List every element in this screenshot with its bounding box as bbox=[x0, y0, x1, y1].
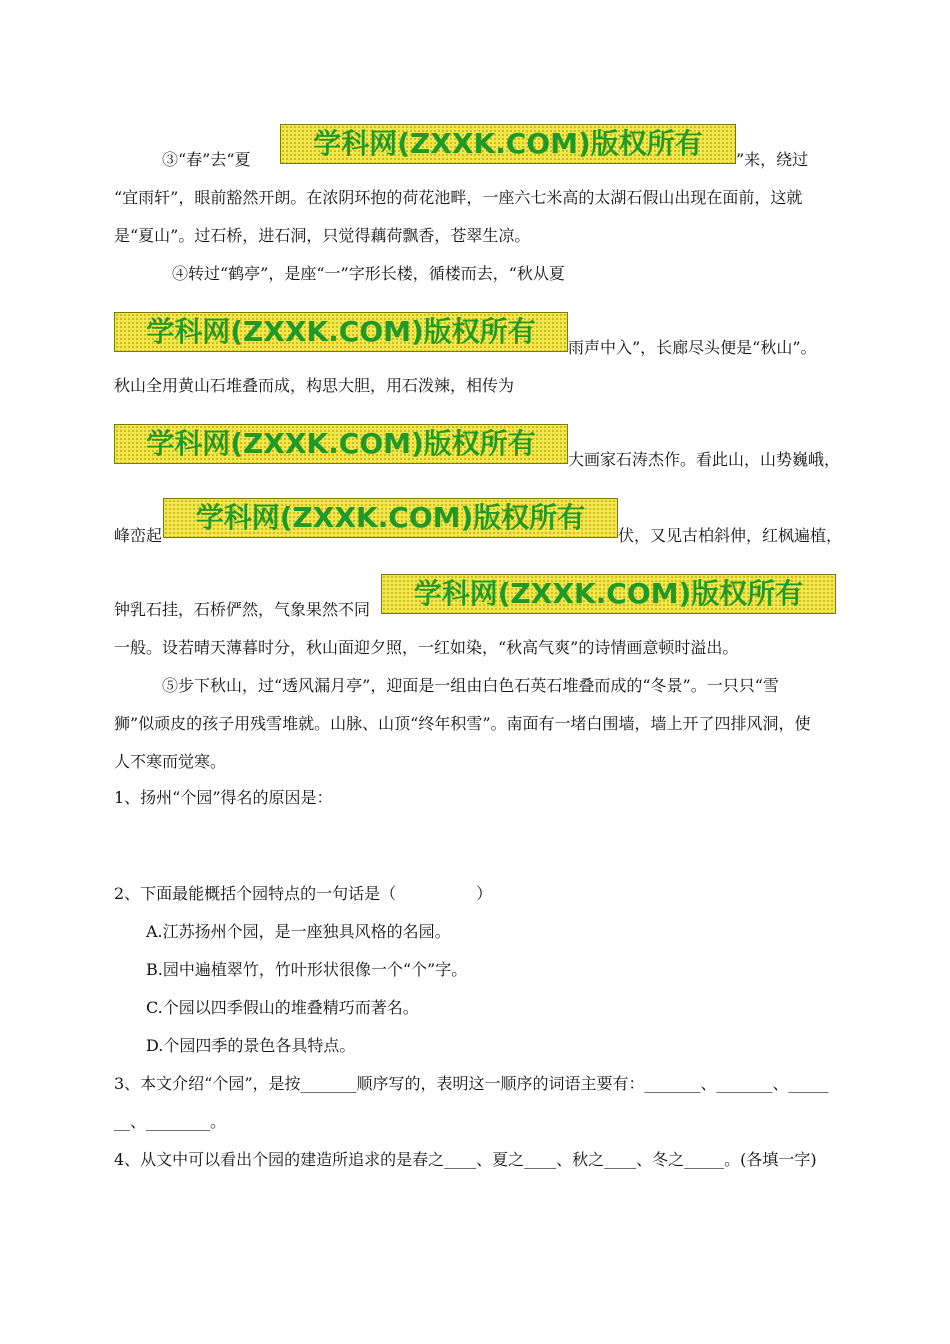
p5-line2: 狮”似顽皮的孩子用残雪堆就。山脉、山顶“终年积雪”。南面有一堵白围墙，墙上开了四排风洞，使 bbox=[114, 714, 811, 733]
p3-line1a: ③“春”去“夏 bbox=[162, 150, 251, 169]
p4-line4: 大画家石涛杰作。看此山，山势巍峨， bbox=[568, 450, 841, 469]
question-3-line1: 3、本文介绍“个园”，是按_______顺序写的，表明这一顺序的词语主要有：_______、_______、_____ bbox=[114, 1074, 829, 1093]
p3-line3: 是“夏山”。过石桥，进石洞，只觉得藕荷飘香，苍翠生凉。 bbox=[114, 226, 531, 245]
p3-line1b: ”来，绕过 bbox=[736, 150, 809, 169]
p5-line3: 人不寒而觉寒。 bbox=[114, 752, 227, 771]
option-d: D.个园四季的景色各具特点。 bbox=[146, 1036, 356, 1055]
p4-line5a: 峰峦起 bbox=[114, 526, 163, 545]
p4-line6: 钟乳石挂，石桥俨然，气象果然不同 bbox=[114, 600, 371, 619]
p4-line1: ④转过“鹤亭”，是座“一”字形长楼，循楼而去，“秋从夏 bbox=[172, 264, 565, 283]
p4-line3: 秋山全用黄山石堆叠而成，构思大胆，用石泼辣，相传为 bbox=[114, 376, 515, 395]
question-1: 1、扬州“个园”得名的原因是： bbox=[114, 788, 333, 807]
watermark-banner: 学科网(ZXXK.COM)版权所有 bbox=[280, 124, 736, 164]
p5-line1: ⑤步下秋山，过“透风漏月亭”，迎面是一组由白色石英石堆叠而成的“冬景”。一只只“雪 bbox=[162, 676, 779, 695]
p4-line7: 一般。设若晴天薄暮时分，秋山面迎夕照，一红如染，“秋高气爽”的诗情画意顿时溢出。 bbox=[114, 638, 739, 657]
p3-line2: “宜雨轩”，眼前豁然开朗。在浓阴环抱的荷花池畔，一座六七米高的太湖石假山出现在面前，这就 bbox=[114, 188, 803, 207]
p4-line2: 雨声中入”，长廊尽头便是“秋山”。 bbox=[568, 338, 817, 357]
p4-line5b: 伏，又见古柏斜伸，红枫遍植， bbox=[618, 526, 843, 545]
watermark-banner: 学科网(ZXXK.COM)版权所有 bbox=[163, 498, 618, 538]
watermark-banner: 学科网(ZXXK.COM)版权所有 bbox=[381, 574, 836, 614]
option-c: C.个园以四季假山的堆叠精巧而著名。 bbox=[146, 998, 419, 1017]
option-a: A.江苏扬州个园，是一座独具风格的名园。 bbox=[146, 922, 451, 941]
watermark-banner: 学科网(ZXXK.COM)版权所有 bbox=[114, 424, 568, 464]
option-b: B.园中遍植翠竹，竹叶形状很像一个“个”字。 bbox=[146, 960, 468, 979]
watermark-banner: 学科网(ZXXK.COM)版权所有 bbox=[114, 312, 568, 352]
question-3-line2: __、________。 bbox=[114, 1112, 227, 1131]
question-2: 2、下面最能概括个园特点的一句话是（ ） bbox=[114, 884, 493, 903]
question-4: 4、从文中可以看出个园的建造所追求的是春之____、夏之____、秋之____、冬之_____。(各填一字) bbox=[114, 1150, 817, 1169]
